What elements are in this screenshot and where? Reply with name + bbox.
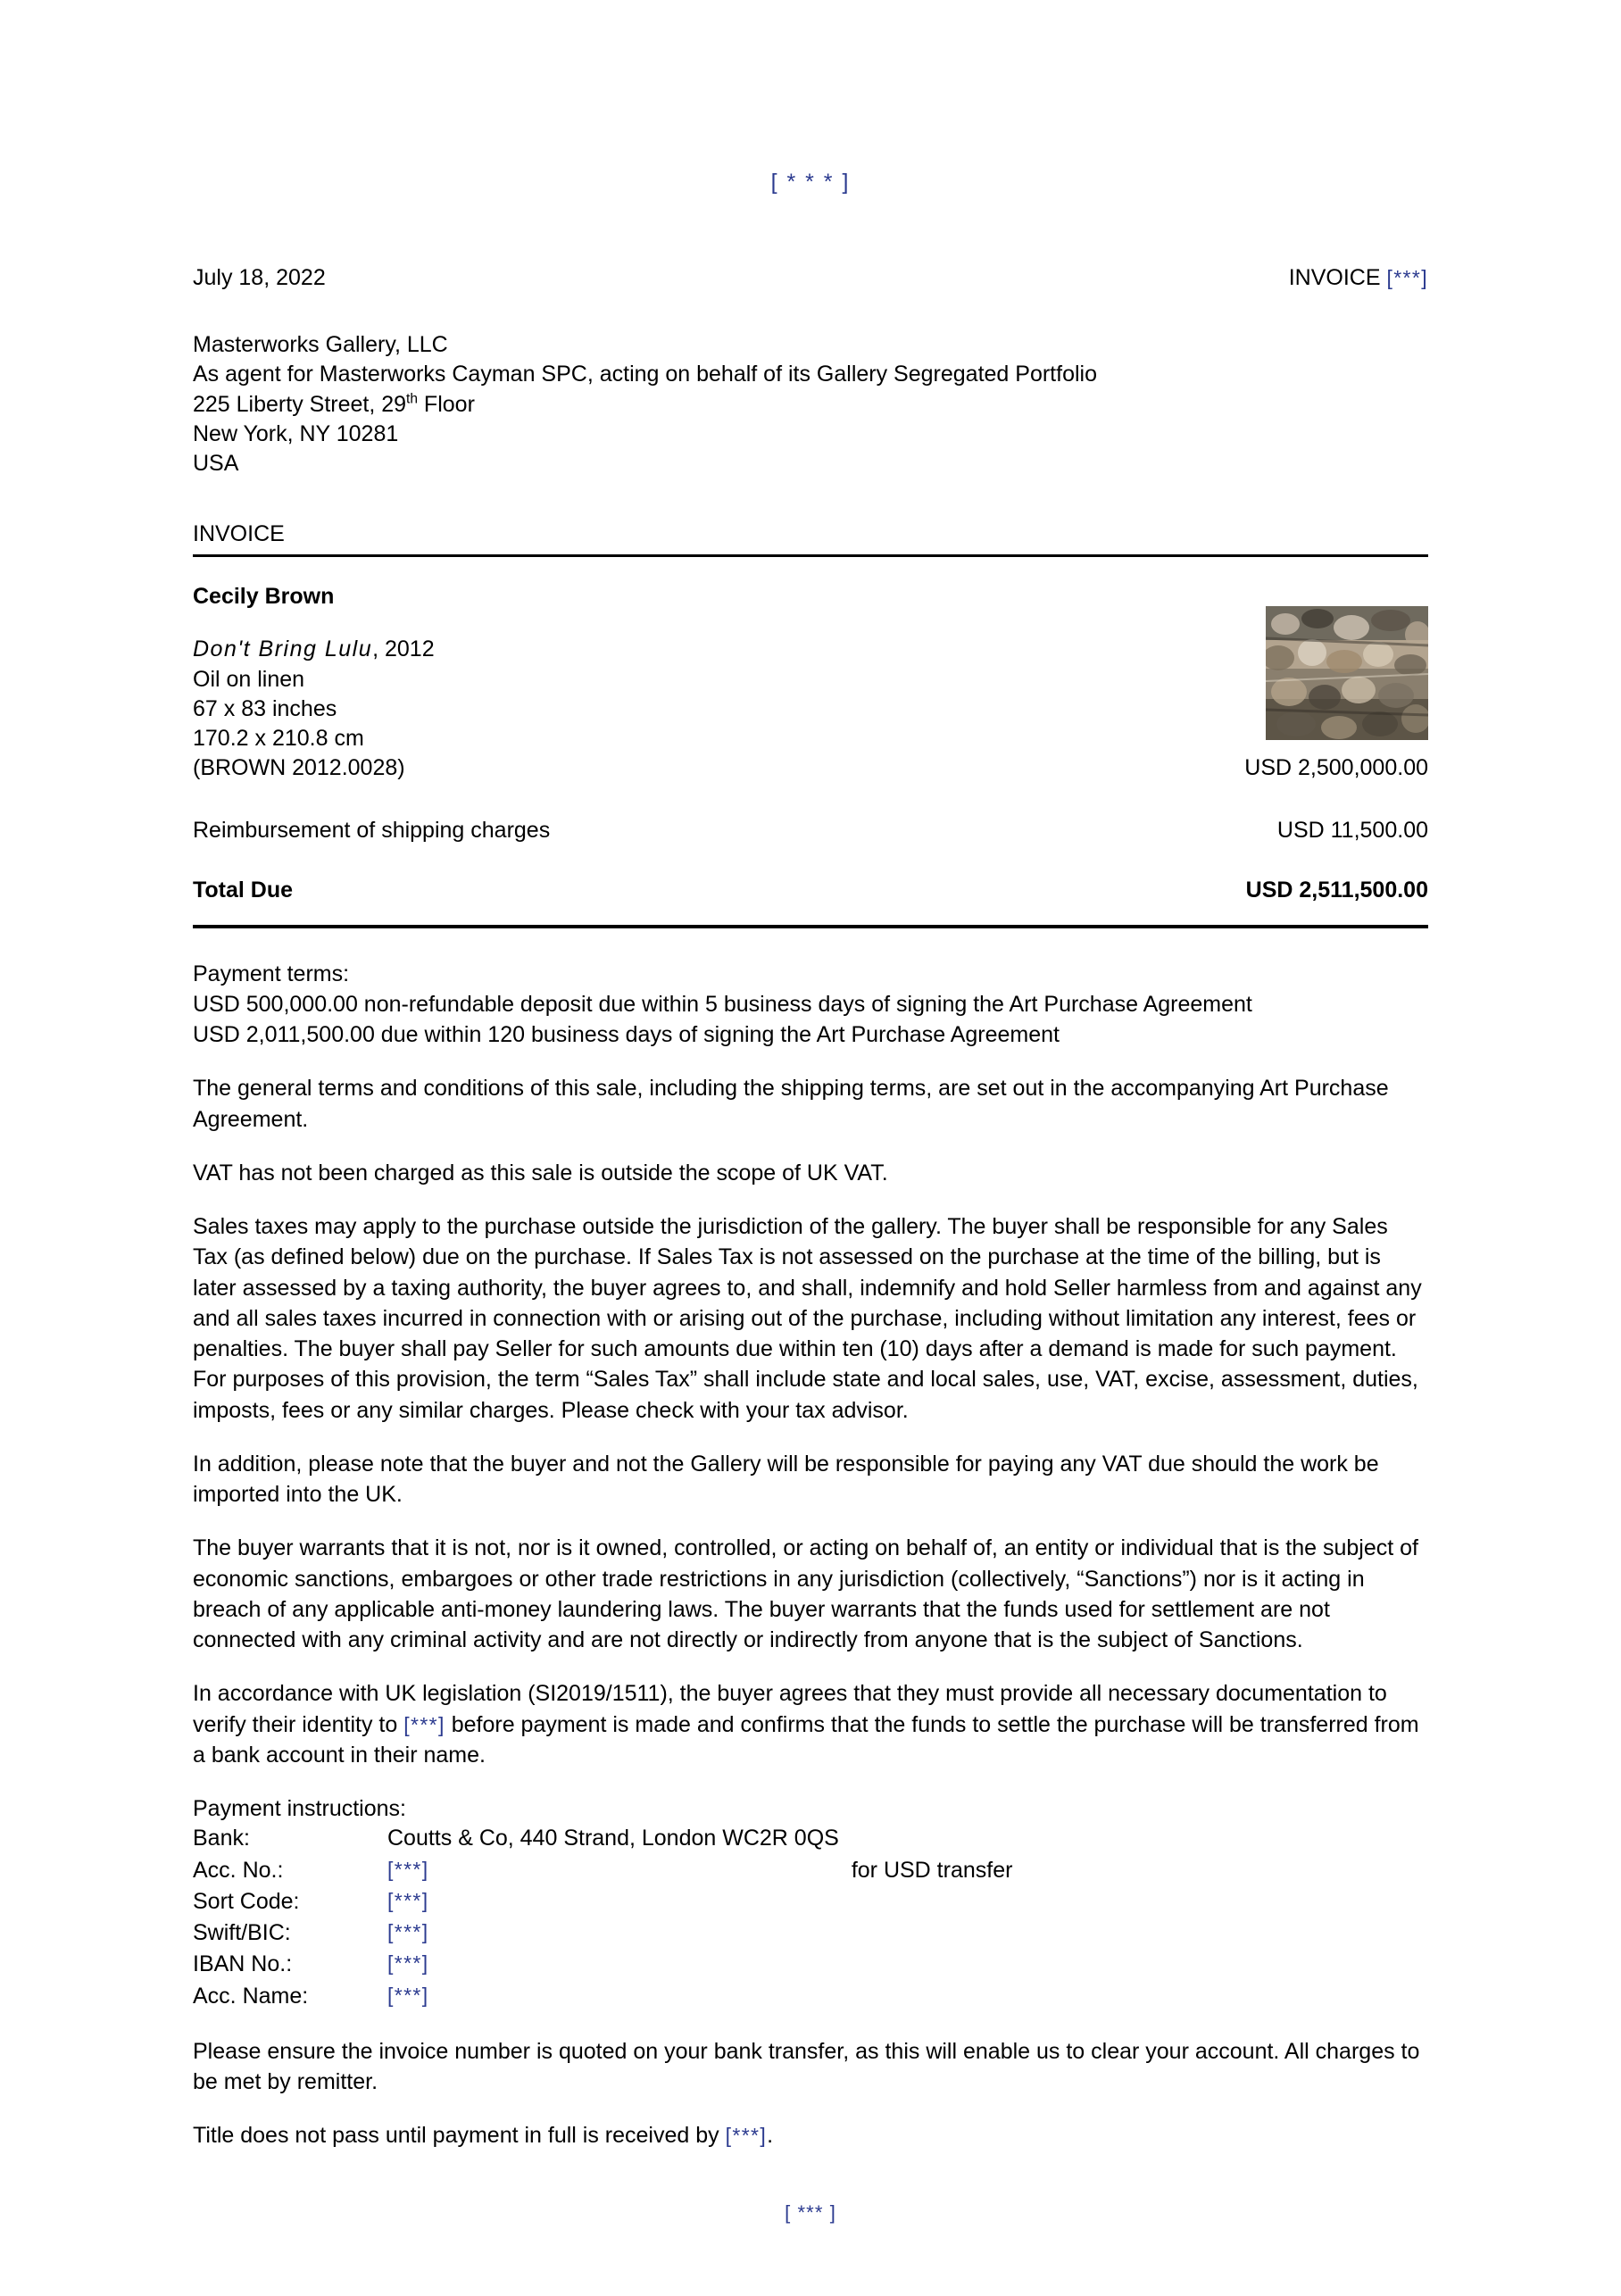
seller-country: USA	[193, 451, 239, 476]
invoice-section-title: INVOICE	[193, 521, 285, 547]
title-transfer-redaction: [***]	[725, 2124, 768, 2148]
shipping-label: Reimbursement of shipping charges	[193, 817, 551, 843]
artwork-dimensions-inches: 67 x 83 inches	[193, 695, 337, 721]
payment-instructions-heading: Payment instructions:	[193, 1796, 406, 1821]
artwork-dimensions-cm: 170.2 x 210.8 cm	[193, 726, 364, 751]
sales-tax-paragraph: Sales taxes may apply to the purchase outside the jurisdiction of the gallery. The buyer shall be responsible for any Sales Tax (as defined below) due on the purchase. If Sales Tax is not assessed on the purchase at the time of the billing, but is later assessed by a taxing authority, the buyer agrees to, and shall, indemnify and hold Seller harmless from and against any and all sales taxes incurred in connection with or arising out of the purchase, including without limitation any interest, fees or penalties. The buyer shall pay Seller for such amounts due within ten (10) days after a demand is made for such payment. For purposes of this provision, the term “Sales Tax” shall include state and local sales, use, VAT, excise, assessment, duties, imposts, fees or any similar charges. Please check with your tax advisor.	[193, 1214, 1422, 1423]
date-and-invoice-number-row	[193, 265, 1428, 291]
bank-note	[852, 1824, 1013, 1855]
artwork-price: USD 2,500,000.00	[1244, 755, 1428, 781]
payment-terms-heading: Payment terms:	[193, 961, 350, 986]
artwork-details	[193, 635, 1428, 783]
legislation-redaction: [***]	[403, 1712, 445, 1736]
table-row	[193, 1950, 1012, 1981]
general-terms-paragraph: The general terms and conditions of this sale, including the shipping terms, are set out in the accompanying Art Purchase Agreement.	[193, 1076, 1389, 1132]
artwork-title: Don't Bring Lulu	[193, 636, 373, 662]
title-transfer-post: .	[767, 2123, 774, 2149]
section-divider-bottom	[193, 925, 1428, 928]
artwork-thumbnail-image	[1266, 606, 1428, 740]
iban-label: IBAN No.:	[193, 1951, 293, 1977]
bank-value: Coutts & Co, 440 Strand, London WC2R 0QS	[387, 1826, 839, 1851]
invoice-number-value: [***]	[1386, 266, 1428, 289]
vat-paragraph: VAT has not been charged as this sale is outside the scope of UK VAT.	[193, 1160, 888, 1185]
section-divider-top	[193, 554, 1428, 557]
account-name-note	[852, 1982, 1013, 2013]
table-row	[193, 1918, 1012, 1950]
seller-city-state-zip: New York, NY 10281	[193, 420, 399, 446]
seller-street	[193, 390, 1428, 420]
seller-street-pre: 225 Liberty Street, 29	[193, 391, 407, 417]
account-number-label: Acc. No.:	[193, 1857, 284, 1883]
swift-bic-note	[852, 1918, 1013, 1950]
account-name-value: [***]	[387, 1983, 429, 2007]
total-due-label: Total Due	[193, 877, 294, 903]
account-number-note: for USD transfer	[851, 1857, 1013, 1883]
sort-code-label: Sort Code:	[193, 1888, 300, 1914]
title-transfer-paragraph	[193, 2120, 1428, 2150]
table-row	[193, 1887, 1012, 1918]
table-row	[193, 1982, 1012, 2013]
uk-vat-import-paragraph: In addition, please note that the buyer and not the Gallery will be responsible for paying any VAT due should the work be imported into the UK.	[193, 1451, 1379, 1507]
invoice-number-label: INVOICE	[1288, 265, 1381, 290]
seller-street-post: Floor	[417, 391, 475, 417]
sort-code-note	[852, 1887, 1013, 1918]
account-name-label: Acc. Name:	[193, 1983, 309, 2009]
artwork-medium: Oil on linen	[193, 666, 305, 692]
artwork-reference: (BROWN 2012.0028)	[193, 755, 405, 781]
legislation-text-post: before payment is made and confirms that the funds to settle the purchase will be transferred from a bank account in their name.	[193, 1711, 1419, 1768]
payment-terms-block	[193, 959, 1428, 1051]
payment-instructions-body	[193, 1824, 1012, 2013]
payment-terms-line-1: USD 500,000.00 non-refundable deposit due within 5 business days of signing the Art Purchase Agreement	[193, 991, 1252, 1017]
iban-note	[852, 1950, 1013, 1981]
invoice-number	[1289, 265, 1428, 291]
artwork-title-line	[193, 635, 1428, 664]
account-number-value: [***]	[387, 1857, 429, 1881]
table-row	[193, 1856, 1012, 1887]
swift-bic-label: Swift/BIC:	[193, 1920, 291, 1945]
seller-name: Masterworks Gallery, LLC	[193, 332, 448, 357]
total-due-row	[193, 878, 1428, 903]
header-redaction-mark: [ * * * ]	[770, 170, 851, 195]
table-row	[193, 1824, 1012, 1855]
shipping-line-item	[193, 818, 1428, 844]
seller-address-block	[193, 330, 1428, 478]
total-due-amount: USD 2,511,500.00	[1245, 877, 1428, 903]
payment-instructions-table	[193, 1824, 1012, 2013]
bank-label: Bank:	[193, 1826, 250, 1851]
sort-code-value: [***]	[387, 1888, 429, 1912]
footer-redaction-mark: [ *** ]	[785, 2200, 836, 2224]
payment-terms-line-2: USD 2,011,500.00 due within 120 business days of signing the Art Purchase Agreement	[193, 1022, 1060, 1047]
legislation-paragraph	[193, 1678, 1428, 1770]
quote-invoice-paragraph: Please ensure the invoice number is quoted on your bank transfer, as this will enable us to clear your account. All charges to be met by remitter.	[193, 2038, 1420, 2094]
artist-name: Cecily Brown	[193, 584, 335, 610]
artwork-year: , 2012	[372, 636, 435, 662]
seller-street-ordinal: th	[406, 391, 418, 407]
title-transfer-pre: Title does not pass until payment in full is received by	[193, 2123, 726, 2149]
invoice-date: July 18, 2022	[193, 265, 326, 290]
artwork-reference-and-price-row	[193, 753, 1428, 783]
terms-section	[193, 959, 1428, 2151]
swift-bic-value: [***]	[387, 1920, 429, 1943]
seller-agency-line: As agent for Masterworks Cayman SPC, acting on behalf of its Gallery Segregated Portfolio	[193, 362, 1097, 387]
artwork-thumbnail-artwork	[1266, 606, 1428, 740]
shipping-amount: USD 11,500.00	[1276, 817, 1428, 843]
legislation-text-pre: In accordance with UK legislation (SI2019/1511), the buyer agrees that they must provide all necessary documentation to verify their identity to	[193, 1681, 1387, 1737]
sanctions-paragraph: The buyer warrants that it is not, nor is it owned, controlled, or acting on behalf of, an entity or individual that is the subject of economic sanctions, embargoes or other trade restrictions in any jurisdiction (collectively, “Sanctions”) nor is it acting in breach of any applicable anti-money laundering laws. The buyer warrants that the funds used for settlement are not connected with any criminal activity and are not directly or indirectly from anyone that is the subject of Sanctions.	[193, 1535, 1418, 1652]
iban-value: [***]	[387, 1951, 429, 1976]
